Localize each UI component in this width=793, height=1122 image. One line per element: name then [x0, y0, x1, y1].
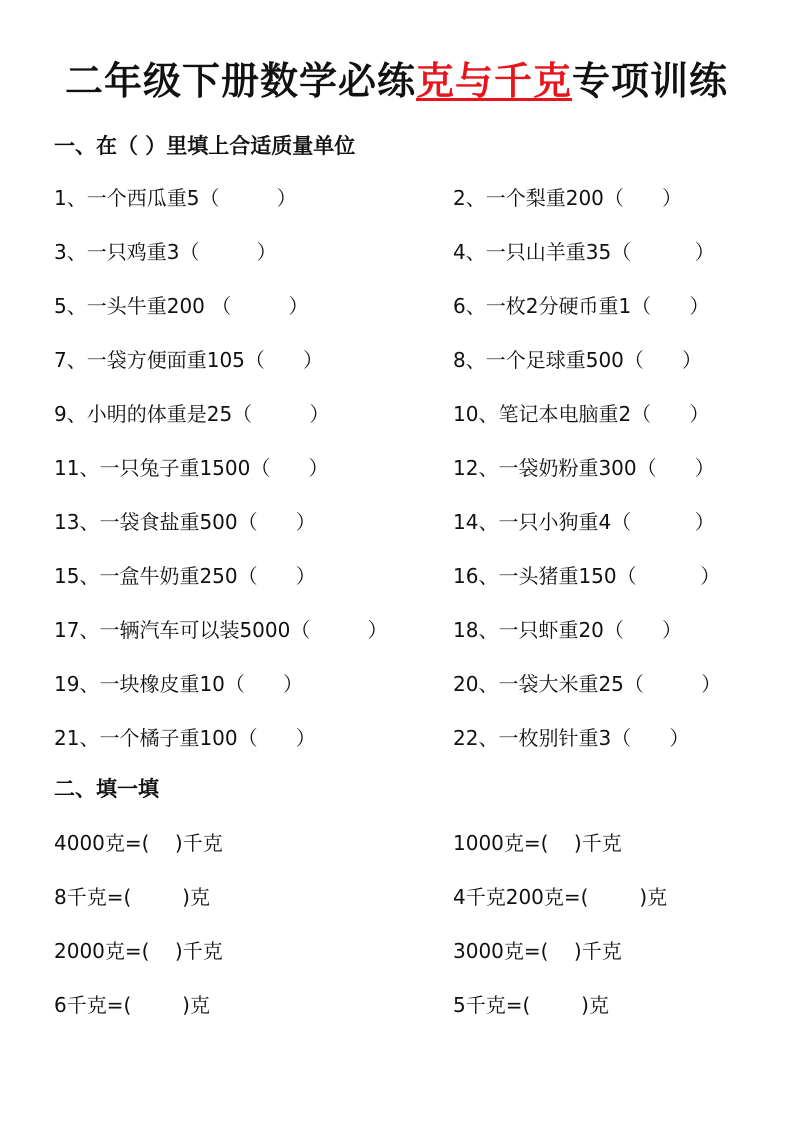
question-item-15: 15、一盒牛奶重250（ ）: [54, 564, 316, 588]
question-item-16: 16、一头猪重150（ ）: [453, 564, 721, 588]
question-item-11: 11、一只兔子重1500（ ）: [54, 456, 329, 480]
fill-item-3: 8千克=( )克: [54, 885, 210, 909]
question-item-5: 5、一头牛重200 （ ）: [54, 294, 309, 318]
question-item-21: 21、一个橘子重100（ ）: [54, 726, 316, 750]
question-item-9: 9、小明的体重是25（ ）: [54, 402, 330, 426]
fill-item-7: 6千克=( )克: [54, 993, 210, 1017]
question-item-13: 13、一袋食盐重500（ ）: [54, 510, 316, 534]
question-item-17: 17、一辆汽车可以装5000（ ）: [54, 618, 388, 642]
fill-item-1: 4000克=( )千克: [54, 831, 223, 855]
question-item-18: 18、一只虾重20（ ）: [453, 618, 683, 642]
question-item-7: 7、一袋方便面重105（ ）: [54, 348, 324, 372]
question-item-10: 10、笔记本电脑重2（ ）: [453, 402, 710, 426]
title-part1: 二年级下册数学必练: [64, 59, 416, 103]
fill-item-8: 5千克=( )克: [453, 993, 609, 1017]
question-item-12: 12、一袋奶粉重300（ ）: [453, 456, 715, 480]
question-item-8: 8、一个足球重500（ ）: [453, 348, 703, 372]
page-title: [0, 55, 793, 107]
fill-item-5: 2000克=( )千克: [54, 939, 223, 963]
question-item-14: 14、一只小狗重4（ ）: [453, 510, 715, 534]
fill-item-6: 3000克=( )千克: [453, 939, 622, 963]
question-item-1: 1、一个西瓜重5（ ）: [54, 186, 297, 210]
question-item-3: 3、一只鸡重3（ ）: [54, 240, 277, 264]
question-item-2: 2、一个梨重200（ ）: [453, 186, 683, 210]
question-item-20: 20、一袋大米重25（ ）: [453, 672, 722, 696]
fill-item-2: 1000克=( )千克: [453, 831, 622, 855]
section2-heading: 二、填一填: [54, 777, 159, 801]
fill-item-4: 4千克200克=( )克: [453, 885, 668, 909]
question-item-4: 4、一只山羊重35（ ）: [453, 240, 715, 264]
title-highlight: 克与千克: [415, 59, 572, 103]
section1-heading: 一、在（ ）里填上合适质量单位: [54, 134, 356, 158]
question-item-19: 19、一块橡皮重10（ ）: [54, 672, 304, 696]
title-part2: 专项训练: [572, 59, 729, 103]
question-item-6: 6、一枚2分硬币重1（ ）: [453, 294, 710, 318]
question-item-22: 22、一枚别针重3（ ）: [453, 726, 690, 750]
